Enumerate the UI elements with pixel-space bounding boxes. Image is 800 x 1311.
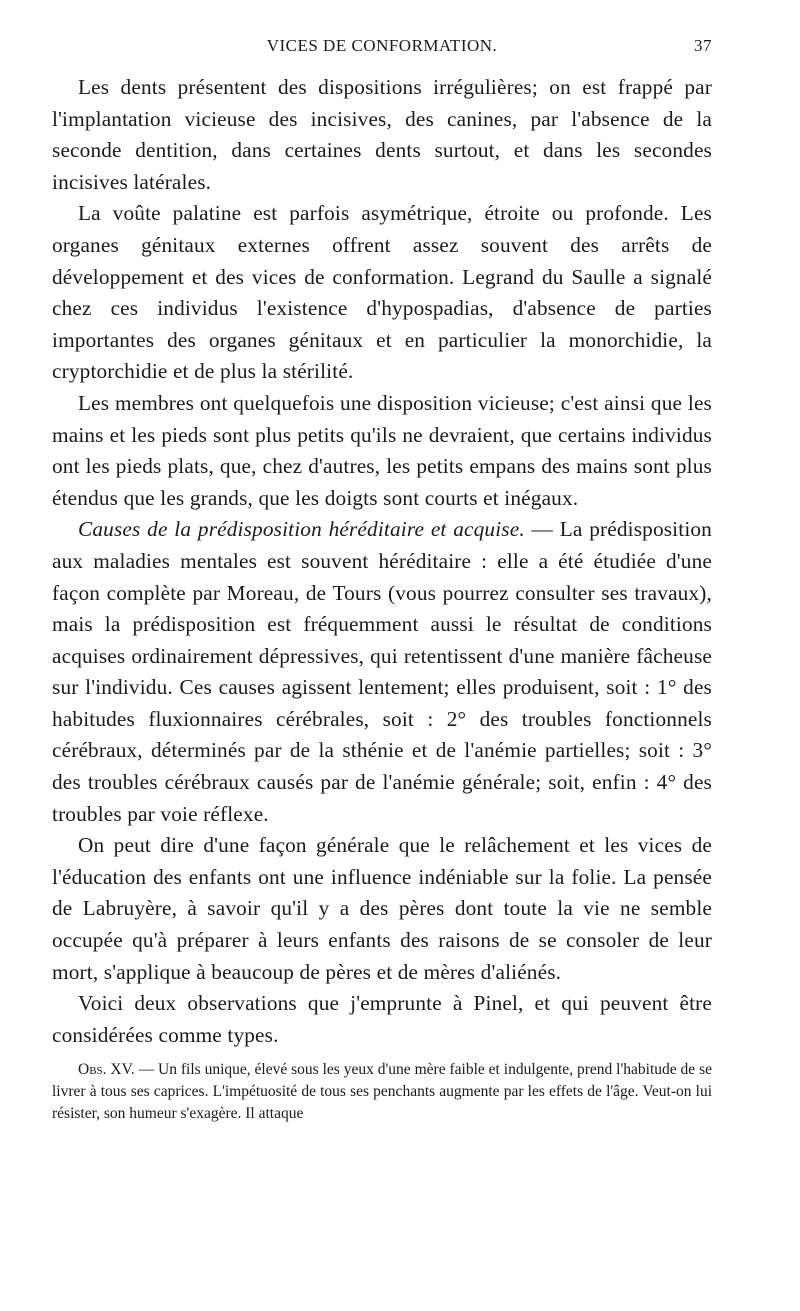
observation-text: — Un fils unique, élevé sous les yeux d'une mère faible et indulgente, prend l'habitude de se livrer à tous ses caprices. L'impétuosité de tous ses penchants augmente par les effets de l'âge. Veut-on lui résister, son humeur s'exagère. Il attaque <box>52 1061 712 1123</box>
observation-xv <box>52 1059 712 1125</box>
book-page <box>52 30 712 1125</box>
paragraph-observations-intro: Voici deux observations que j'emprunte à Pinel, et qui peuvent être considérées comme types. <box>52 991 712 1047</box>
paragraph-limbs: Les membres ont quelquefois une disposition vicieuse; c'est ainsi que les mains et les pieds sont plus petits qu'ils ne devraient, que certains individus ont les pieds plats, que, chez d'autres, les petits empans des mains sont plus étendus que les grands, que les doigts sont courts et inégaux. <box>52 390 712 510</box>
paragraph-palate-genitals: La voûte palatine est parfois asymétrique, étroite ou profonde. Les organes génitaux externes offrent assez souvent des arrêts de développement et des vices de conformation. Legrand du Saulle a signalé chez ces individus l'existence d'hypospadias, d'absence de parties importantes des organes génitaux et en particulier la monorchidie, la cryptorchidie et de plus la stérilité. <box>52 201 712 384</box>
paragraph-education: On peut dire d'une façon générale que le relâchement et les vices de l'éducation des enfants ont une influence indéniable sur la folie. La pensée de Labruyère, à savoir qu'il y a des pères dont toute la vie ne semble occupée qu'à préparer à leurs enfants des raisons de se consoler de leur mort, s'applique à beaucoup de pères et de mères d'aliénés. <box>52 833 712 984</box>
running-header <box>52 30 712 64</box>
body-text <box>52 72 712 1051</box>
observation-label: Obs. XV. <box>78 1061 135 1079</box>
running-title: VICES DE CONFORMATION. <box>266 36 498 55</box>
causes-text: — La prédisposition aux maladies mentales est souvent héréditaire : elle a été étudiée d'une façon complète par Moreau, de Tours (vous pourrez consulter ses travaux), mais la prédisposition est fréquemment aussi le résultat de conditions acquises ordinairement dépressives, qui retentissent d'une manière fâcheuse sur l'individu. Ces causes agissent lentement; elles produisent, soit : 1° des habitudes fluxionnaires cérébrales, soit : 2° des troubles fonctionnels cérébraux, déterminés par de la sthénie et de l'anémie partielles; soit : 3° des troubles cérébraux causés par de l'anémie générale; soit, enfin : 4° des troubles par voie réflexe. <box>52 517 712 826</box>
causes-heading: Causes de la prédisposition héréditaire et acquise. <box>78 517 525 542</box>
paragraph-teeth: Les dents présentent des dispositions irrégulières; on est frappé par l'implantation vicieuse des incisives, des canines, par l'absence de la seconde dentition, dans certaines dents surtout, et dans les secondes incisives latérales. <box>52 75 712 194</box>
paragraph-causes <box>52 514 712 830</box>
page-number: 37 <box>694 36 712 55</box>
